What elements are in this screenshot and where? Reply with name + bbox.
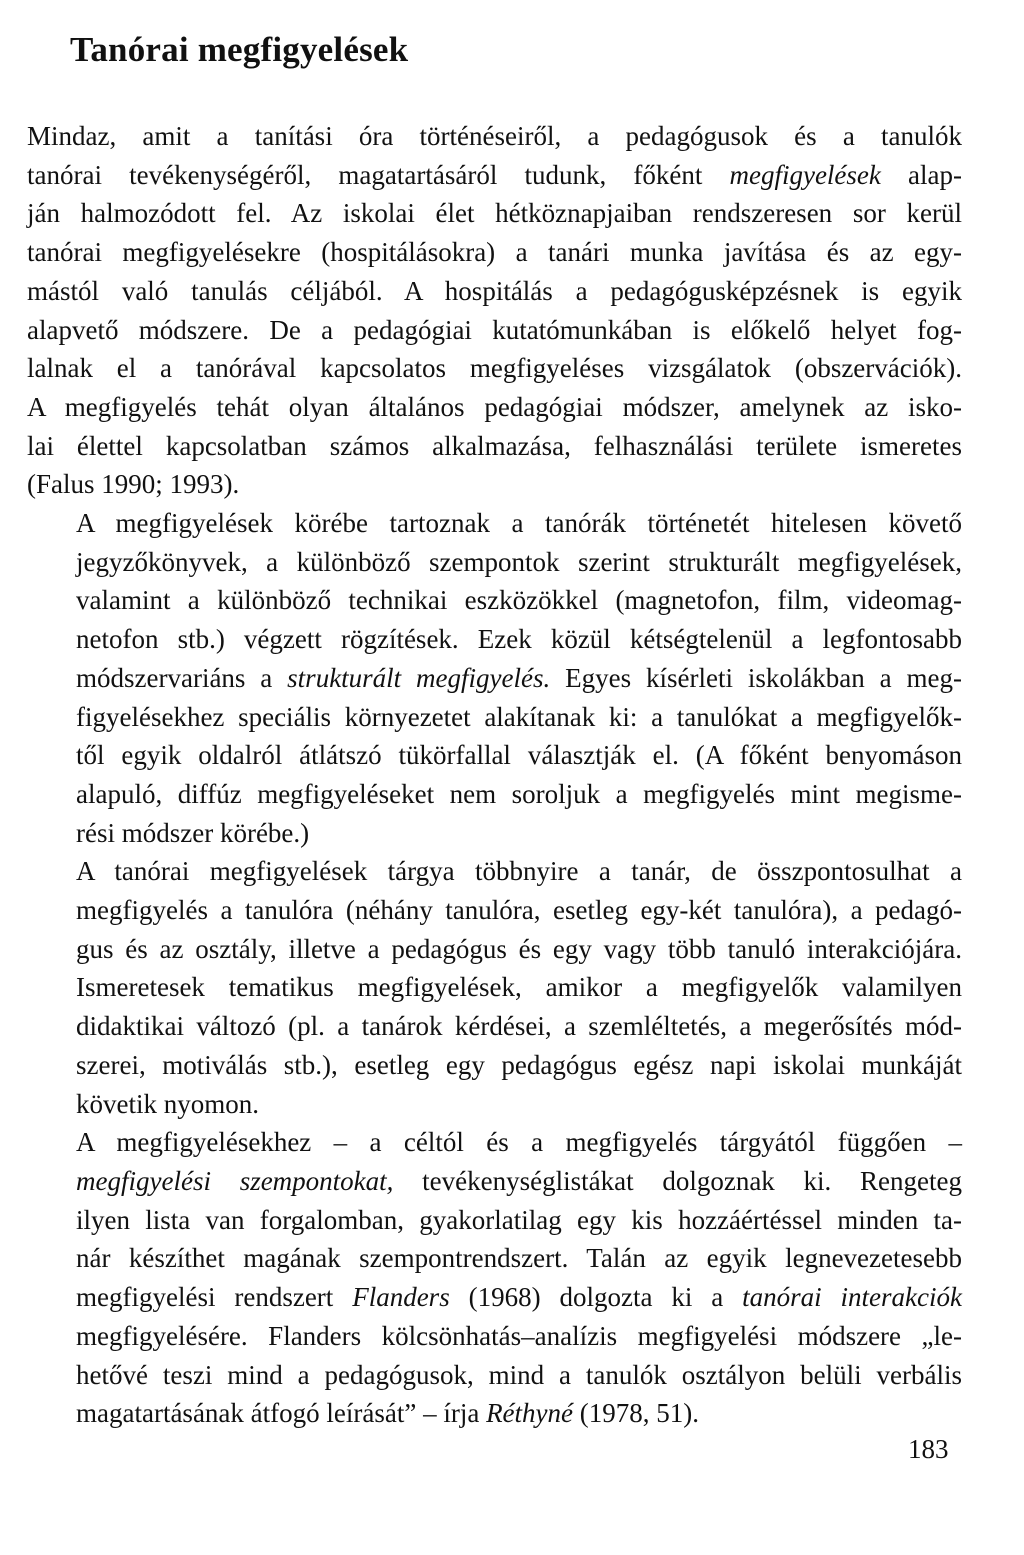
text-run: didaktikai változó (pl. a tanárok kérdései, a szemléltetés, a megerősítés mód- bbox=[76, 1011, 962, 1042]
italic-text: megfigyelési szempontokat, bbox=[76, 1165, 394, 1196]
text-run: valamint a különböző technikai eszközökkel (magnetofon, film, videomag- bbox=[76, 585, 962, 616]
text-run: (1978, 51). bbox=[573, 1398, 699, 1429]
text-line bbox=[27, 930, 962, 969]
text-run: A megfigyelés tehát olyan általános pedagógiai módszer, amelynek az isko- bbox=[27, 391, 962, 422]
text-line bbox=[27, 194, 962, 233]
text-line bbox=[27, 543, 962, 582]
text-run: rési módszer körébe.) bbox=[76, 817, 310, 848]
text-line bbox=[27, 581, 962, 620]
text-run: gus és az osztály, illetve a pedagógus és egy vagy több tanuló interakciójára. bbox=[76, 933, 962, 964]
text-line bbox=[27, 698, 962, 737]
section-heading: Tanórai megfigyelések bbox=[70, 30, 409, 69]
text-run: megfigyelési rendszert bbox=[76, 1282, 353, 1313]
paragraph bbox=[27, 1123, 962, 1433]
paragraph bbox=[27, 852, 962, 1123]
text-line bbox=[27, 736, 962, 775]
text-line bbox=[27, 852, 962, 891]
text-run: lai élettel kapcsolatban számos alkalmazása, felhasználási területe ismeretes bbox=[27, 430, 962, 461]
text-run: (Falus 1990; 1993). bbox=[27, 469, 240, 500]
text-line bbox=[27, 1201, 962, 1240]
text-run: től egyik oldalról átlátszó tükörfallal választják el. (A főként benyomáson bbox=[76, 740, 962, 771]
text-run: jegyzőkönyvek, a különböző szempontok szerint strukturált megfigyelések, bbox=[76, 546, 962, 577]
text-line bbox=[27, 465, 962, 504]
text-line bbox=[27, 1123, 962, 1162]
text-run: követik nyomon. bbox=[76, 1088, 259, 1119]
paragraph bbox=[27, 117, 962, 504]
text-run: tanórai tevékenységéről, magatartásáról tudunk, főként bbox=[27, 159, 730, 190]
italic-text: megfigyelések bbox=[729, 159, 881, 190]
text-run: módszervariáns a bbox=[76, 662, 288, 693]
text-line bbox=[27, 1394, 962, 1433]
italic-text: Réthyné bbox=[486, 1398, 574, 1429]
text-run: tevékenységlistákat dolgoznak ki. Rengeteg bbox=[393, 1165, 962, 1196]
text-line bbox=[27, 1085, 962, 1124]
text-run: ján halmozódott fel. Az iskolai élet hétköznapjaiban rendszeresen sor kerül bbox=[27, 198, 962, 229]
text-line bbox=[27, 504, 962, 543]
text-line bbox=[27, 1007, 962, 1046]
text-run: megfigyelésére. Flanders kölcsönhatás–analízis megfigyelési módszere „le- bbox=[76, 1320, 962, 1351]
paragraph bbox=[27, 504, 962, 852]
text-run: A tanórai megfigyelések tárgya többnyire a tanár, de összpontosulhat a bbox=[76, 856, 962, 887]
text-line bbox=[27, 891, 962, 930]
body-text bbox=[27, 117, 962, 1433]
text-run: (1968) dolgozta ki a bbox=[449, 1282, 743, 1313]
text-line bbox=[27, 427, 962, 466]
text-line bbox=[27, 311, 962, 350]
page-number: 183 bbox=[908, 1434, 949, 1464]
text-run: alapvető módszere. De a pedagógiai kutatómunkában is előkelő helyet fog- bbox=[27, 314, 962, 345]
text-line bbox=[27, 620, 962, 659]
text-line bbox=[27, 1046, 962, 1085]
text-line bbox=[27, 1278, 962, 1317]
text-run: ilyen lista van forgalomban, gyakorlatilag egy kis hozzáértéssel minden ta- bbox=[76, 1204, 962, 1235]
text-run: A megfigyelésekhez – a céltól és a megfigyelés tárgyától függően – bbox=[76, 1127, 962, 1158]
text-line bbox=[27, 659, 962, 698]
text-line bbox=[27, 1317, 962, 1356]
text-line bbox=[27, 272, 962, 311]
italic-text: strukturált megfigyelés. bbox=[287, 662, 551, 693]
italic-text: tanórai interakciók bbox=[742, 1282, 962, 1313]
text-line bbox=[27, 775, 962, 814]
text-line bbox=[27, 117, 962, 156]
italic-text: Flanders bbox=[352, 1282, 450, 1313]
text-run: alap- bbox=[880, 159, 962, 190]
text-line bbox=[27, 814, 962, 853]
text-run: Ismeretesek tematikus megfigyelések, amikor a megfigyelők valamilyen bbox=[76, 972, 962, 1003]
text-run: Egyes kísérleti iskolákban a meg- bbox=[550, 662, 962, 693]
text-run: lalnak el a tanórával kapcsolatos megfigyeléses vizsgálatok (obszervációk). bbox=[27, 353, 962, 384]
text-line bbox=[27, 349, 962, 388]
text-run: Mindaz, amit a tanítási óra történéseiről, a pedagógusok és a tanulók bbox=[27, 121, 962, 151]
text-line bbox=[27, 1162, 962, 1201]
text-run: mástól való tanulás céljából. A hospitálás a pedagógusképzésnek is egyik bbox=[27, 275, 962, 306]
text-run: alapuló, diffúz megfigyeléseket nem soroljuk a megfigyelés mint megisme- bbox=[76, 778, 962, 809]
text-run: figyelésekhez speciális környezetet alakítanak ki: a tanulókat a megfigyelők- bbox=[76, 701, 962, 732]
text-run: nár készíthet magának szempontrendszert. Talán az egyik legnevezetesebb bbox=[76, 1243, 962, 1274]
text-run: hetővé teszi mind a pedagógusok, mind a tanulók osztályon belüli verbális bbox=[76, 1359, 962, 1390]
text-run: szerei, motiválás stb.), esetleg egy pedagógus egész napi iskolai munkáját bbox=[76, 1049, 962, 1080]
text-line bbox=[27, 156, 962, 195]
text-line bbox=[27, 968, 962, 1007]
text-run: netofon stb.) végzett rögzítések. Ezek közül kétségtelenül a legfontosabb bbox=[76, 624, 962, 655]
text-line bbox=[27, 233, 962, 272]
text-line bbox=[27, 1356, 962, 1395]
text-run: tanórai megfigyelésekre (hospitálásokra) a tanári munka javítása és az egy- bbox=[27, 237, 962, 268]
text-run: A megfigyelések körébe tartoznak a tanórák történetét hitelesen követő bbox=[76, 508, 962, 539]
text-run: megfigyelés a tanulóra (néhány tanulóra, esetleg egy-két tanulóra), a pedagó- bbox=[76, 895, 962, 926]
text-run: magatartásának átfogó leírását” – írja bbox=[76, 1398, 487, 1429]
text-line bbox=[27, 1239, 962, 1278]
text-line bbox=[27, 388, 962, 427]
